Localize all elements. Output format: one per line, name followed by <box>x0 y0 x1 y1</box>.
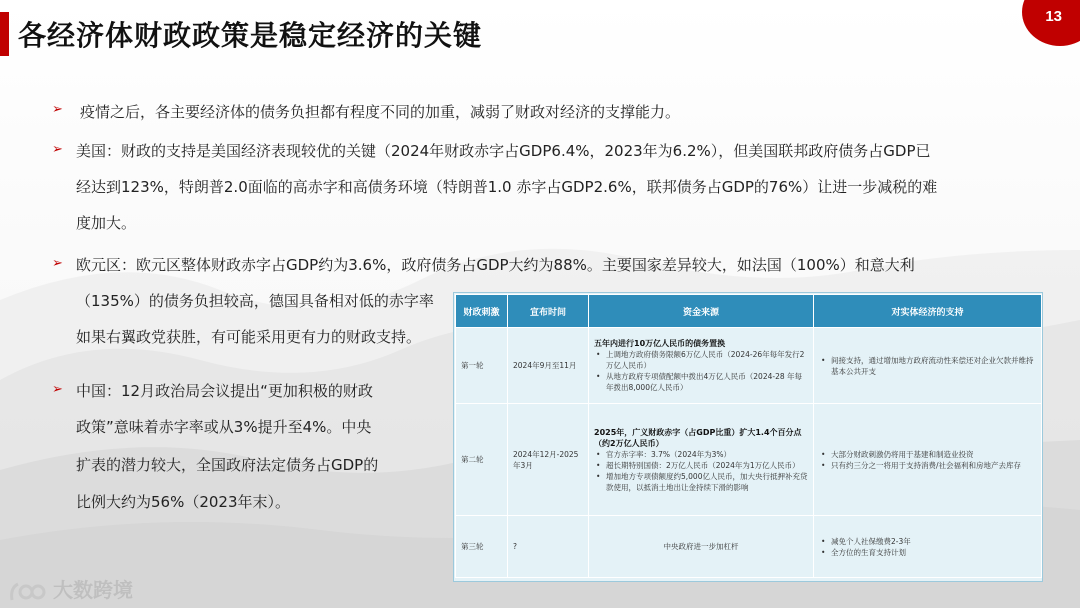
list-item: • 从地方政府专项债配额中拨出4万亿人民币（2024-28 年每年拨出8,000亿人民币） <box>604 371 808 393</box>
bullet-text: 政策”意味着赤字率或从3%提升至4%。中央 <box>76 418 372 436</box>
bullet-text: 如果右翼政党获胜，有可能采用更有力的财政支持。 <box>76 328 422 346</box>
source-cell <box>589 328 814 404</box>
bullet-text: 欧元区：欧元区整体财政赤字占GDP约为3.6%，政府债务占GDP大约为88%。主要国家差异较大，如法国（100%）和意大利 <box>76 256 915 274</box>
bullet-arrow-icon: ➢ <box>52 382 63 397</box>
bullet-text: 扩表的潜力较大，全国政府法定债务占GDP的 <box>76 456 379 474</box>
bullet-arrow-icon: ➢ <box>52 256 63 271</box>
watermark-logo <box>8 574 133 604</box>
round-cell: 第三轮 <box>456 516 508 578</box>
table-row <box>456 404 1042 516</box>
source-title: 中央政府进一步加杠杆 <box>663 542 739 551</box>
source-title: 五年内进行10万亿人民币的债务置换 <box>594 339 726 348</box>
source-cell <box>589 404 814 516</box>
time-cell: 2024年9月至11月 <box>508 328 589 404</box>
page-number: 13 <box>1045 8 1062 25</box>
bullet-text: 美国：财政的支持是美国经济表现较优的关键（2024年财政赤字占GDP6.4%，2023年为6.2%），但美国联邦政府债务占GDP已 <box>76 142 931 160</box>
list-item: • 增加地方专项债额度约5,000亿人民币，加大央行抵押补充贷款使用，以抵消土地出让金持续下滑的影响 <box>604 471 808 493</box>
bullet-text: 度加大。 <box>76 214 137 232</box>
bullet-text: （135%）的债务负担较高，德国具备相对低的赤字率 <box>76 292 434 310</box>
watermark-text: 大数跨境 <box>52 578 133 602</box>
bullet-text: 中国：12月政治局会议提出“更加积极的财政 <box>76 382 373 400</box>
logo-icon <box>8 580 46 604</box>
list-item: • 官方赤字率：3.7%（2024年为3%） <box>604 449 808 460</box>
table-header: 对实体经济的支持 <box>814 295 1042 328</box>
list-item: • 减免个人社保缴费2-3年 <box>829 536 1036 547</box>
fiscal-stimulus-table <box>453 292 1043 582</box>
table-header: 财政刺激 <box>456 295 508 328</box>
table-row <box>456 516 1042 578</box>
slide-title: 各经济体财政政策是稳定经济的关键 <box>18 19 483 52</box>
list-item: • 全方位的生育支持计划 <box>829 547 1036 558</box>
bullet-text: 经达到123%，特朗普2.0面临的高赤字和高债务环境（特朗普1.0 赤字占GDP2.6%，联邦债务占GDP的76%）让进一步减税的难 <box>76 178 938 196</box>
bullet-arrow-icon: ➢ <box>52 102 63 117</box>
round-cell: 第一轮 <box>456 328 508 404</box>
table-header: 资金来源 <box>589 295 814 328</box>
support-cell <box>814 404 1042 516</box>
round-cell: 第二轮 <box>456 404 508 516</box>
list-item: • 上调地方政府债务限额6万亿人民币（2024-26年每年发行2万亿人民币） <box>604 349 808 371</box>
source-title: 2025年，广义财政赤字（占GDP比重）扩大1.4个百分点（约2万亿人民币） <box>594 427 802 448</box>
list-item: • 超长期特别国债：2万亿人民币（2024年为1万亿人民币） <box>604 460 808 471</box>
support-cell <box>814 328 1042 404</box>
bullet-text: 比例大约为56%（2023年末）。 <box>76 493 291 511</box>
list-item: • 大部分财政刺激仍将用于基建和制造业投资 <box>829 449 1036 460</box>
table-header: 宣布时间 <box>508 295 589 328</box>
support-cell <box>814 516 1042 578</box>
list-item: • 间接支持，通过增加地方政府流动性来偿还对企业欠款并维持基本公共开支 <box>829 355 1036 377</box>
time-cell: 2024年12月-2025年3月 <box>508 404 589 516</box>
time-cell: ? <box>508 516 589 578</box>
title-accent-bar <box>0 12 9 56</box>
source-cell <box>589 516 814 578</box>
list-item: • 只有约三分之一将用于支持消费/社会福利和房地产去库存 <box>829 460 1036 471</box>
bullet-text: 疫情之后，各主要经济体的债务负担都有程度不同的加重，减弱了财政对经济的支撑能力。 <box>80 103 681 121</box>
table-row <box>456 328 1042 404</box>
bullet-arrow-icon: ➢ <box>52 142 63 157</box>
